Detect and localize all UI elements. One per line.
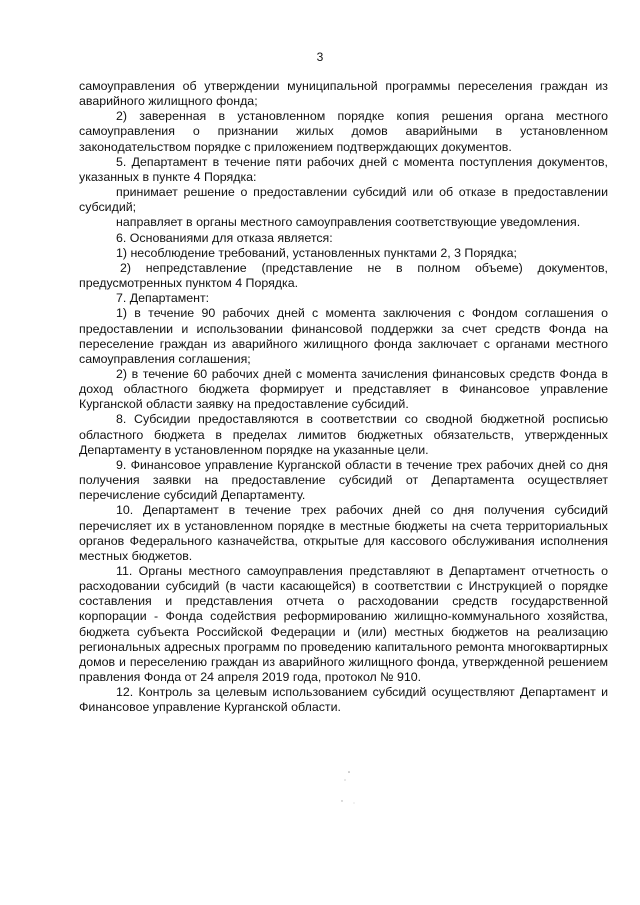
paragraph-6: 6. Основаниями для отказа является: xyxy=(116,230,333,245)
paragraph-6-item-1: 1) несоблюдение требований, установленных пунктами 2, 3 Порядка; xyxy=(116,245,517,260)
paragraph-12: 12. Контроль за целевым использованием субсидий осуществляют Департамент и Финансовое управление Курганской области. xyxy=(79,685,608,715)
paragraph-5-decision: принимает решение о предоставлении субсидий или об отказе в предоставлении субсидий; xyxy=(79,185,608,215)
paragraph-5: 5. Департамент в течение пяти рабочих дней с момента поступления документов, указанных в пункте 4 Порядка: xyxy=(79,154,608,184)
document-body xyxy=(79,79,608,716)
paragraph-7-item-1: 1) в течение 90 рабочих дней с момента заключения с Фондом соглашения о предоставлении и использовании финансовой поддержки за счет средств Фонда на переселение граждан из аварийного жилищного фонда заключает с органами местного самоуправления соглашения; xyxy=(79,306,608,366)
paragraph-5-notice: направляет в органы местного самоуправления соответствующие уведомления. xyxy=(116,215,581,230)
paragraph-9: 9. Финансовое управление Курганской области в течение трех рабочих дней со дня получения заявки на предоставление субсидий от Департамента осуществляет перечисление субсидий Департаменту. xyxy=(79,457,608,503)
paragraph-7-item-2: 2) в течение 60 рабочих дней с момента зачисления финансовых средств Фонда в доход областного бюджета формирует и представляет в Финансовое управление Курганской области заявку на предоставление субсидий. xyxy=(79,366,608,412)
paragraph-11: 11. Органы местного самоуправления представляют в Департамент отчетность о расходовании субсидий (в части касающейся) в соответствии с Инструкцией о порядке составления и представления отчета о расходовании средств государственной корпорации - Фонда содействия реформированию жилищно-коммунального хозяйства, бюджета субъекта Российской Федерации и (или) местных бюджетов на реализацию региональных адресных программ по проведению капитального ремонта многоквартирных домов и переселению граждан из аварийного жилищного фонда, утвержденной решением правления Фонда от 24 апреля 2019 года, протокол № 910. xyxy=(79,564,608,685)
paragraph-7: 7. Департамент: xyxy=(116,291,210,306)
paragraph-6-item-2: 2) непредставление (представление не в полном объеме) документов, предусмотренных пунктом 4 Порядка. xyxy=(79,260,608,291)
paragraph-10: 10. Департамент в течение трех рабочих дней со дня получения субсидий перечисляет их в установленном порядке в местные бюджеты на счета территориальных органов Федерального казначейства, открытые для кассового обслуживания исполнения местных бюджетов. xyxy=(79,503,608,563)
paragraph-item-2-copy: 2) заверенная в установленном порядке копия решения органа местного самоуправления о признании жилых домов аварийными в установленном законодательством порядке с приложением подтверждающих документов. xyxy=(79,109,608,154)
page-number: 3 xyxy=(316,50,324,64)
paragraph-8: 8. Субсидии предоставляются в соответствии со сводной бюджетной росписью областного бюджета в пределах лимитов бюджетных обязательств, утвержденных Департаменту в установленном порядке на указанные цели. xyxy=(79,412,608,457)
paragraph-continuation: самоуправления об утверждении муниципальной программы переселения граждан из аварийного жилищного фонда; xyxy=(79,79,608,109)
